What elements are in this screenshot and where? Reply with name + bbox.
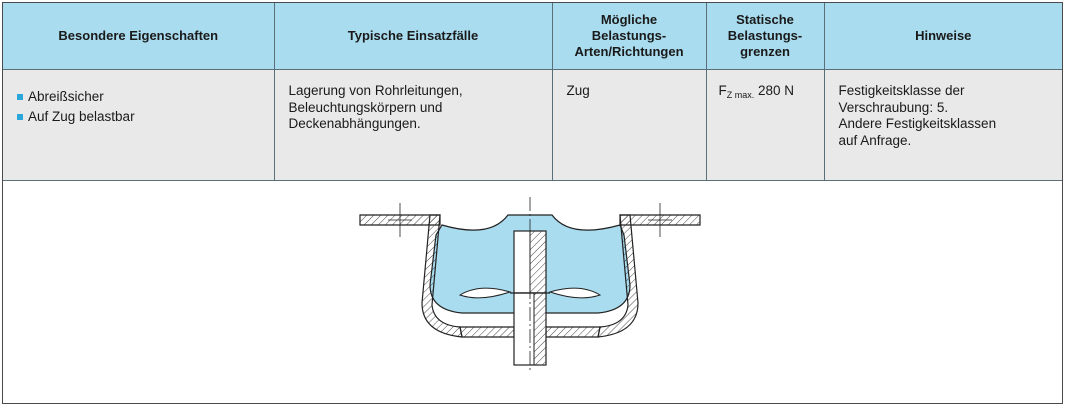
cell-properties — [3, 70, 274, 181]
header-properties: Besondere Eigenschaften — [3, 3, 274, 70]
load-limit-symbol: F — [718, 83, 727, 98]
cell-load-types — [552, 70, 706, 181]
header-applications: Typische Einsatzfälle — [274, 3, 552, 70]
load-types-text: Zug — [566, 83, 590, 98]
spec-table — [3, 3, 1062, 181]
property-label: Auf Zug belastbar — [28, 109, 135, 124]
load-limit-subscript: Z max. — [726, 90, 755, 100]
cell-applications — [274, 70, 552, 181]
header-load-types — [552, 3, 706, 70]
square-bullet-icon — [17, 114, 23, 120]
table-row — [3, 70, 1062, 181]
list-item — [17, 107, 260, 127]
header-load-limits-line-2: Belastungs- — [727, 28, 803, 43]
properties-list — [17, 87, 260, 127]
insert-lower-hatch — [534, 293, 546, 365]
property-label: Abreißsicher — [28, 89, 104, 104]
list-item — [17, 87, 260, 107]
insert-upper-hatch — [530, 231, 546, 293]
cell-load-limits — [706, 70, 824, 181]
header-row — [3, 3, 1062, 70]
header-load-types-line-2: Belastungs- — [591, 28, 667, 43]
square-bullet-icon — [17, 94, 23, 100]
cell-notes — [824, 70, 1062, 181]
header-load-limits — [706, 3, 824, 70]
header-load-limits-line-1: Statische — [736, 12, 794, 27]
load-limit-value: 280 N — [758, 83, 795, 98]
header-load-types-line-3: Arten/Richtungen — [574, 44, 684, 59]
header-load-types-line-1: Mögliche — [600, 12, 658, 27]
load-limit — [719, 83, 820, 104]
applications-text: Lagerung von Rohrleitungen, Beleuchtungskörpern und Deckenabhängungen. — [288, 83, 463, 131]
header-load-limits-line-3: grenzen — [740, 44, 790, 59]
notes-text: Festigkeitsklasse der Verschraubung: 5. Andere Festigkeitsklassen auf Anfrage. — [838, 83, 997, 148]
header-notes: Hinweise — [824, 3, 1062, 70]
mount-cross-section-drawing — [330, 195, 730, 375]
